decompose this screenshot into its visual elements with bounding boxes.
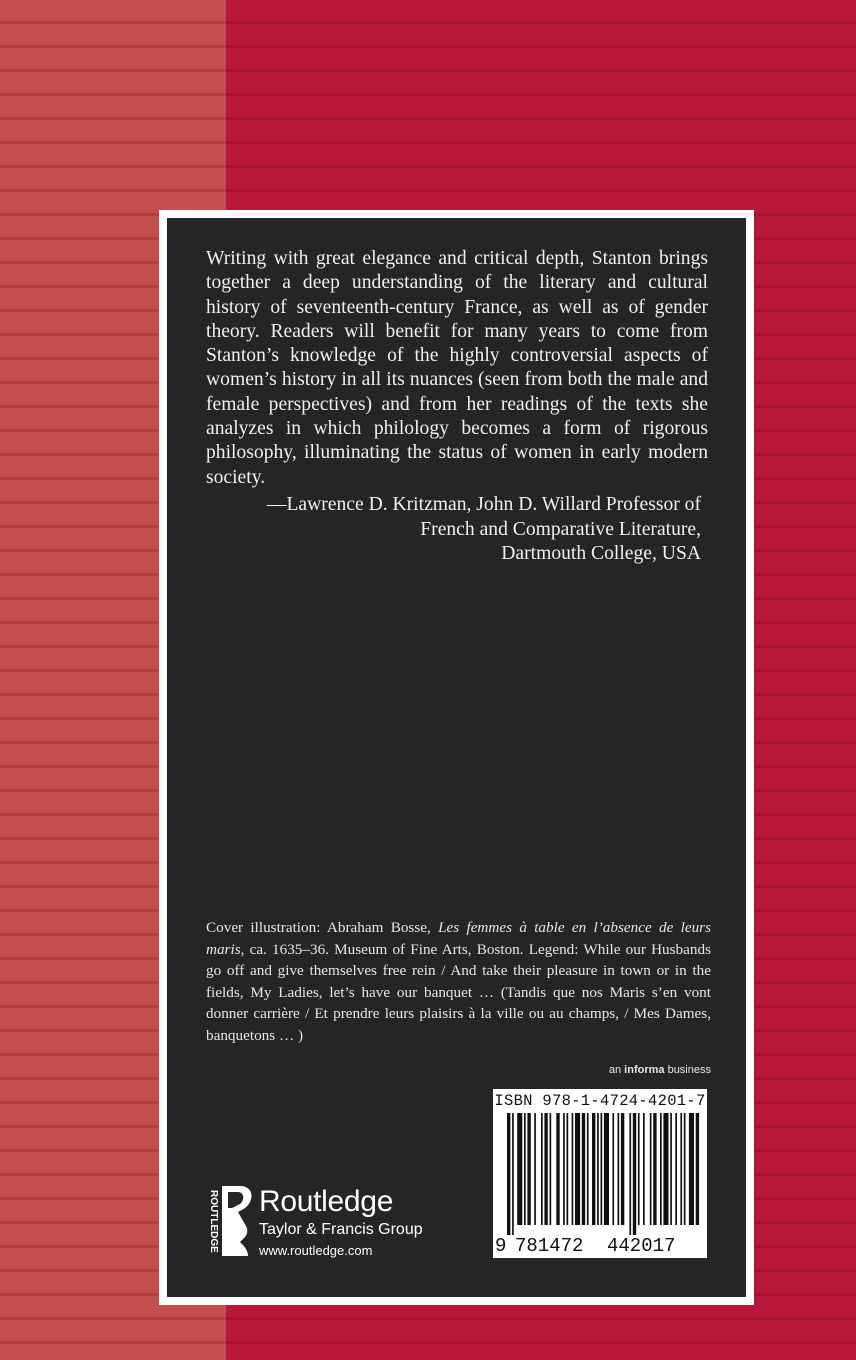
barcode-bar [587, 1113, 589, 1225]
barcode-bar [689, 1113, 694, 1225]
logo-spine-text: ROUTLEDGE [208, 1190, 219, 1253]
barcode-bar [618, 1113, 620, 1225]
barcode-bar [633, 1113, 636, 1235]
credit-artwork-title: Les femmes à table en l’absence de leurs maris [206, 919, 711, 958]
barcode-bar [524, 1113, 526, 1225]
cover-illustration-credit [206, 917, 711, 1047]
barcode-bar [696, 1113, 699, 1225]
barcode-bar [527, 1113, 530, 1225]
barcode-bar [612, 1113, 614, 1225]
barcode-bar [541, 1113, 543, 1225]
barcode-bar [675, 1113, 677, 1225]
isbn-label: ISBN 978-1-4724-4201-7 [494, 1092, 706, 1110]
barcode-bar [684, 1113, 686, 1225]
isbn-digit-first: 9 [495, 1235, 507, 1257]
barcode-bar [517, 1113, 522, 1225]
barcode-bar [621, 1113, 624, 1225]
attribution-line-1: —Lawrence D. Kritzman, John D. Willard Professor of [266, 494, 701, 515]
routledge-logo-icon [200, 1182, 256, 1262]
attribution-line-3: Dartmouth College, USA [501, 543, 701, 564]
barcode-bar [629, 1113, 631, 1235]
barcode-bar [643, 1113, 645, 1225]
attribution-line-2: French and Comparative Literature, [420, 518, 701, 540]
endorsement-blurb: Writing with great elegance and critical depth, Stanton brings together a deep understanding of the literary and cultural history of seventeenth-century France, as well as of gender theory. Readers will benefit for many years to come from Stanton’s knowledge of the highly controversial aspects of women’s history in all its nuances (seen from both the male and female perspectives) and from her readings of the texts she analyzes in which philology becomes a form of rigorous philosophy, illuminating the status of women in early modern society. [206, 248, 708, 488]
barcode-bar [550, 1113, 552, 1225]
informa-brand: informa [624, 1064, 665, 1076]
barcode-bar [604, 1113, 609, 1225]
barcode-bar [592, 1113, 595, 1225]
barcode-bar [680, 1113, 682, 1225]
barcode-bar [582, 1113, 585, 1225]
credit-details: , ca. 1635–36. Museum of Fine Arts, Boston. Legend: While our Husbands go off and give themselves free rein / And take their pleasure in town or in the fields, My Ladies, let’s have our banquet … (Tandis que nos Maris s’en vont donner carrière / Et prendre leurs plaisirs à la ville ou au champs, / Mes Dames, banquetons … ) [206, 940, 711, 1044]
barcode-bar [575, 1113, 580, 1225]
barcode-bar [507, 1113, 510, 1235]
barcode-bar [650, 1113, 652, 1225]
barcode-bar [670, 1113, 672, 1225]
isbn-group-left: 781472 [515, 1235, 584, 1257]
barcode-bar [512, 1113, 514, 1235]
endorsement-attribution [231, 493, 701, 567]
barcode-bar [563, 1113, 565, 1225]
barcode-bar [653, 1113, 656, 1225]
barcode-bar [572, 1113, 574, 1225]
isbn-group-right: 442017 [607, 1235, 676, 1257]
back-cover-panel-frame [159, 210, 754, 1305]
back-cover-panel [167, 218, 746, 1297]
barcode-bar [601, 1113, 603, 1225]
informa-prefix: an [608, 1064, 625, 1076]
informa-suffix: business [664, 1064, 711, 1076]
publisher-group: Taylor & Francis Group [259, 1221, 423, 1238]
barcode-bar [638, 1113, 640, 1225]
isbn-barcode [493, 1089, 707, 1258]
barcode-bar [597, 1113, 599, 1225]
credit-prefix: Cover illustration: Abraham Bosse, [206, 919, 439, 936]
publisher-name: Routledge [259, 1185, 394, 1218]
barcode-bar [544, 1113, 547, 1225]
informa-business-tag [609, 1064, 711, 1076]
publisher-url: www.routledge.com [259, 1243, 373, 1258]
barcode-bar [567, 1113, 569, 1225]
publisher-block [259, 1185, 423, 1260]
barcode-bar [663, 1113, 668, 1225]
barcode-bar [660, 1113, 662, 1225]
barcode-bars [493, 1113, 707, 1235]
barcode-bar [556, 1113, 559, 1225]
barcode-bar [534, 1113, 536, 1225]
